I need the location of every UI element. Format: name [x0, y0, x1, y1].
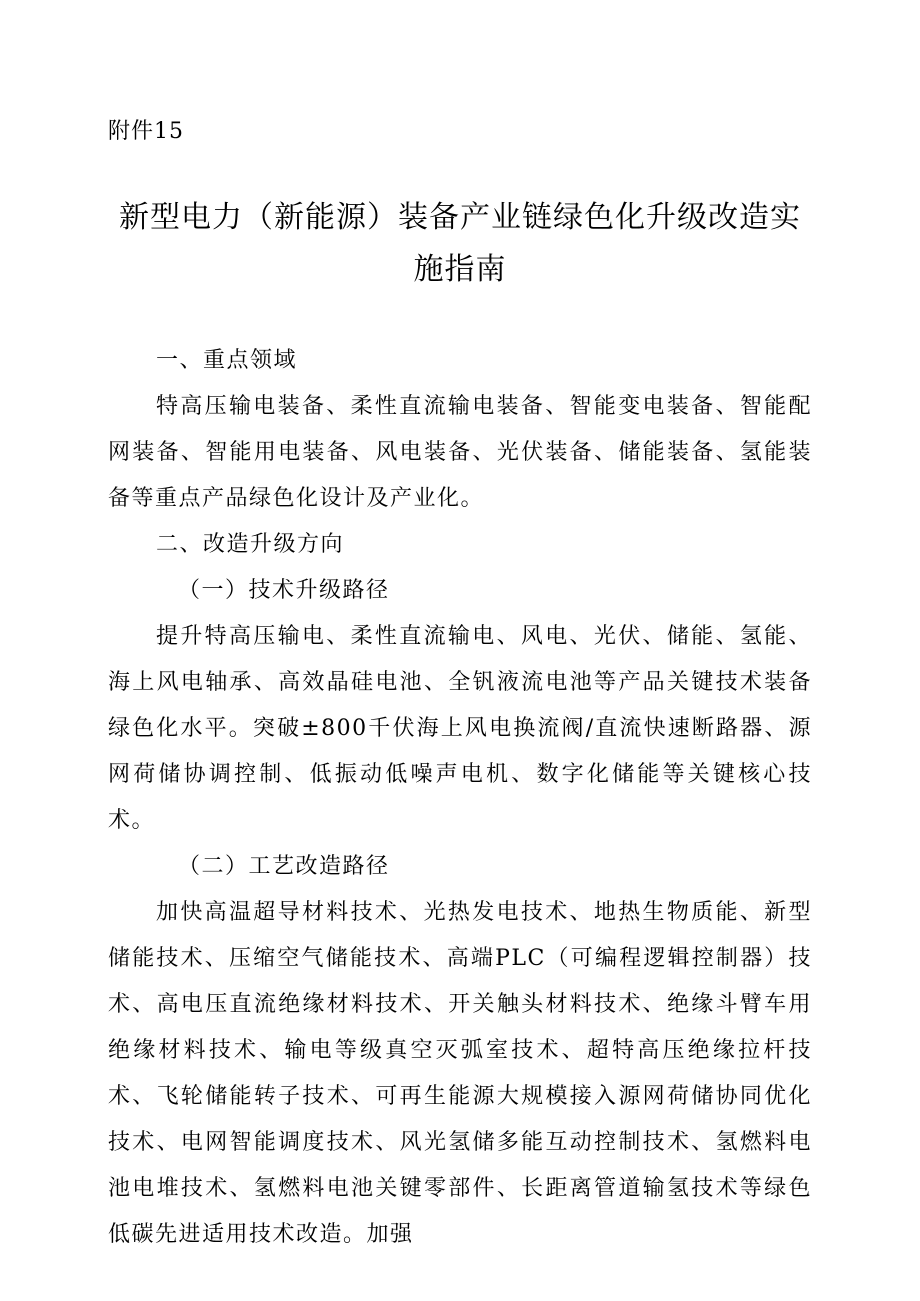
paragraph-process-path: 加快高温超导材料技术、光热发电技术、地热生物质能、新型储能技术、压缩空气储能技术、高端PLC（可编程逻辑控制器）技术、高电压直流绝缘材料技术、开关触头材料技术、绝缘斗臂车用绝缘材料技术、输电等级真空灭弧室技术、超特高压绝缘拉杆技术、飞轮储能转子技术、可再生能源大规模接入源网荷储协同优化技术、电网智能调度技术、风光氢储多能互动控制技术、氢燃料电池电堆技术、氢燃料电池关键零部件、长距离管道输氢技术等绿色低碳先进适用技术改造。加强 — [108, 900, 812, 1247]
subsection-heading-technology-path: （一）技术升级路径 — [178, 578, 390, 603]
section-heading-key-areas: 一、重点领域 — [156, 348, 298, 373]
paragraph-key-areas: 特高压输电装备、柔性直流输电装备、智能变电装备、智能配网装备、智能用电装备、风电装备、光伏装备、储能装备、氢能装备等重点产品绿色化设计及产业化。 — [108, 394, 812, 511]
paragraph-technology-path: 提升特高压输电、柔性直流输电、风电、光伏、储能、氢能、海上风电轴承、高效晶硅电池、全钒液流电池等产品关键技术装备绿色化水平。突破±800千伏海上风电换流阀/直流快速断路器、源网荷储协调控制、低振动低噪声电机、数字化储能等关键核心技术。 — [108, 624, 812, 833]
section-heading-upgrade-direction: 二、改造升级方向 — [156, 532, 345, 557]
attachment-label: 附件15 — [108, 119, 184, 144]
document-title: 新型电力（新能源）装备产业链绿色化升级改造实施指南 — [119, 200, 801, 287]
document-body — [108, 338, 812, 1258]
subsection-heading-process-path: （二）工艺改造路径 — [178, 854, 390, 879]
